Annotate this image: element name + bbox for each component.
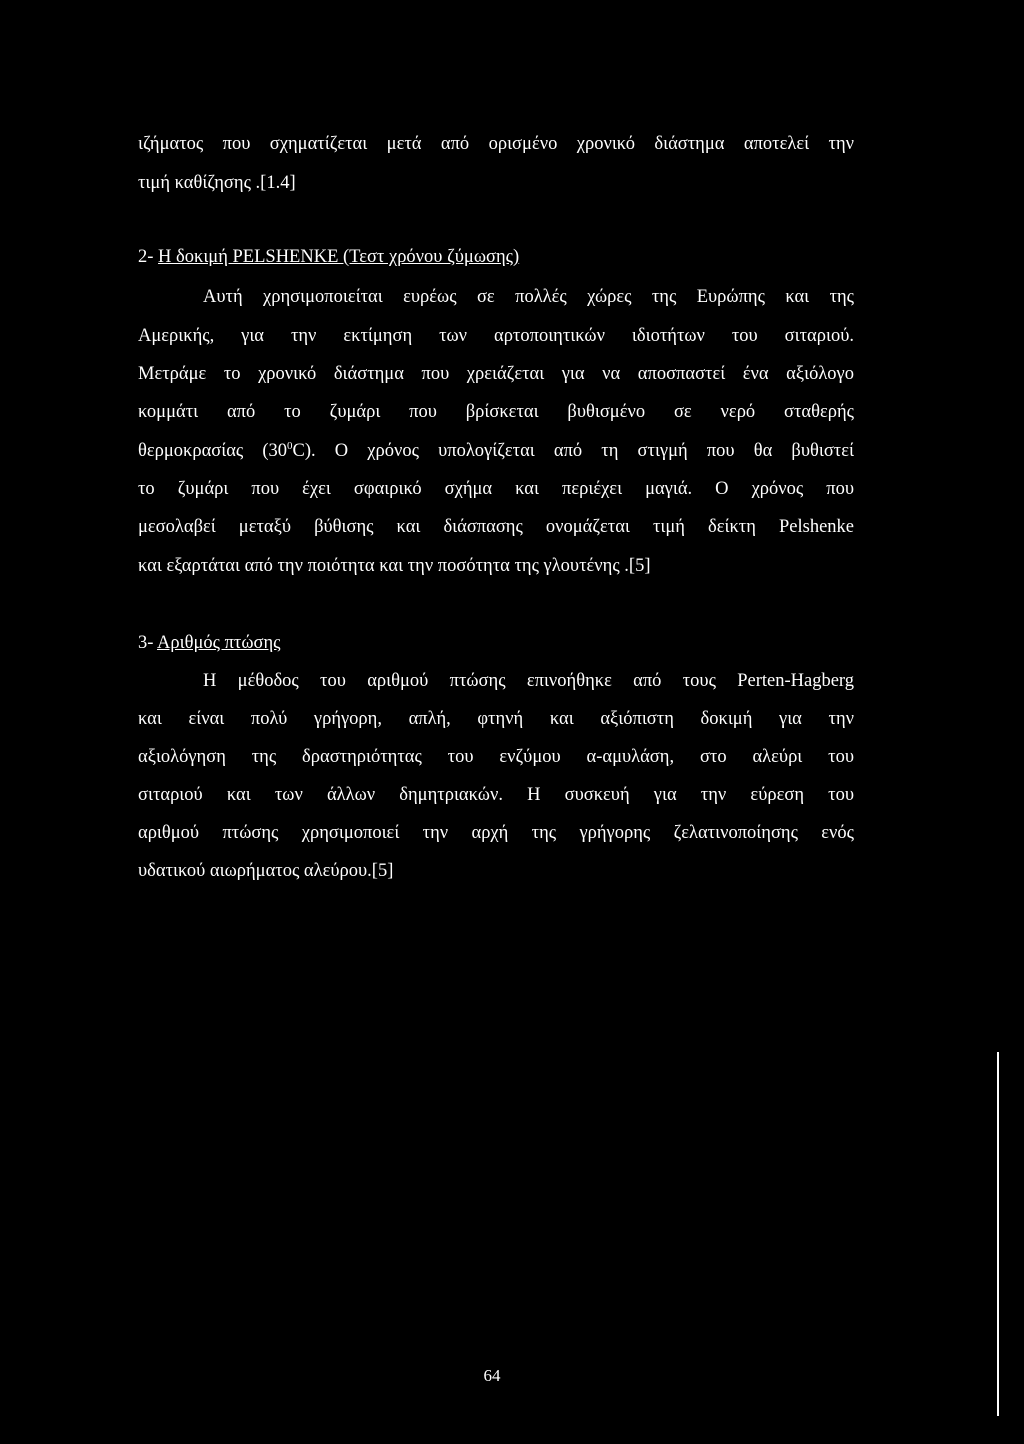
paragraph-line: αριθμού πτώσης χρησιμοποιεί την αρχή της γρήγορης ζελατινοποίησης ενός [138, 823, 854, 843]
text-fragment: θερμοκρασίας (30 [138, 441, 288, 461]
paragraph-line: Η μέθοδος του αριθμού πτώσης επινοήθηκε από τους Perten-Hagberg [203, 671, 854, 691]
paragraph-line [138, 440, 854, 462]
section-number: 3- [138, 633, 158, 653]
section-title: Αριθμός πτώσης [157, 633, 281, 653]
paragraph-line: ιζήματος που σχηματίζεται μετά από ορισμένο χρονικό διάστημα αποτελεί την [138, 134, 854, 154]
paragraph-line: αξιολόγηση της δραστηριότητας του ενζύμου α-αμυλάση, στο αλεύρι του [138, 747, 854, 767]
paragraph-line: υδατικού αιωρήματος αλεύρου.[5] [138, 861, 394, 881]
paragraph-line: τιμή καθίζησης .[1.4] [138, 173, 296, 193]
paragraph-line: το ζυμάρι που έχει σφαιρικό σχήμα και περιέχει μαγιά. Ο χρόνος που [138, 479, 854, 499]
paragraph-line: κομμάτι από το ζυμάρι που βρίσκεται βυθισμένο σε νερό σταθερής [138, 402, 854, 422]
section-number: 2- [138, 247, 159, 267]
paragraph-line: Μετράμε το χρονικό διάστημα που χρειάζεται για να αποσπαστεί ένα αξιόλογο [138, 364, 854, 384]
paragraph-line: και εξαρτάται από την ποιότητα και την ποσότητα της γλουτένης .[5] [138, 556, 651, 576]
paragraph-line: και είναι πολύ γρήγορη, απλή, φτηνή και αξιόπιστη δοκιμή για την [138, 709, 854, 729]
superscript: 0 [287, 440, 293, 452]
text-fragment: C). Ο χρόνος υπολογίζεται από τη στιγμή που θα βυθιστεί [292, 441, 854, 461]
section-heading [138, 246, 854, 268]
section-title: Η δοκιμή PELSHENKE (Τεστ χρόνου ζύμωσης) [158, 247, 520, 267]
paragraph-line: μεσολαβεί μεταξύ βύθισης και διάσπασης ονομάζεται τιμή δείκτη Pelshenke [138, 517, 854, 537]
paragraph-line: σιταριού και των άλλων δημητριακών. Η συσκευή για την εύρεση του [138, 785, 854, 805]
paragraph-line: Αυτή χρησιμοποιείται ευρέως σε πολλές χώρες της Ευρώπης και της [203, 287, 854, 307]
scan-edge-line [997, 1052, 999, 1416]
section-heading [138, 632, 854, 654]
paragraph-line: Αμερικής, για την εκτίμηση των αρτοποιητικών ιδιοτήτων του σιταριού. [138, 326, 854, 346]
page-number: 64 [483, 1366, 501, 1385]
